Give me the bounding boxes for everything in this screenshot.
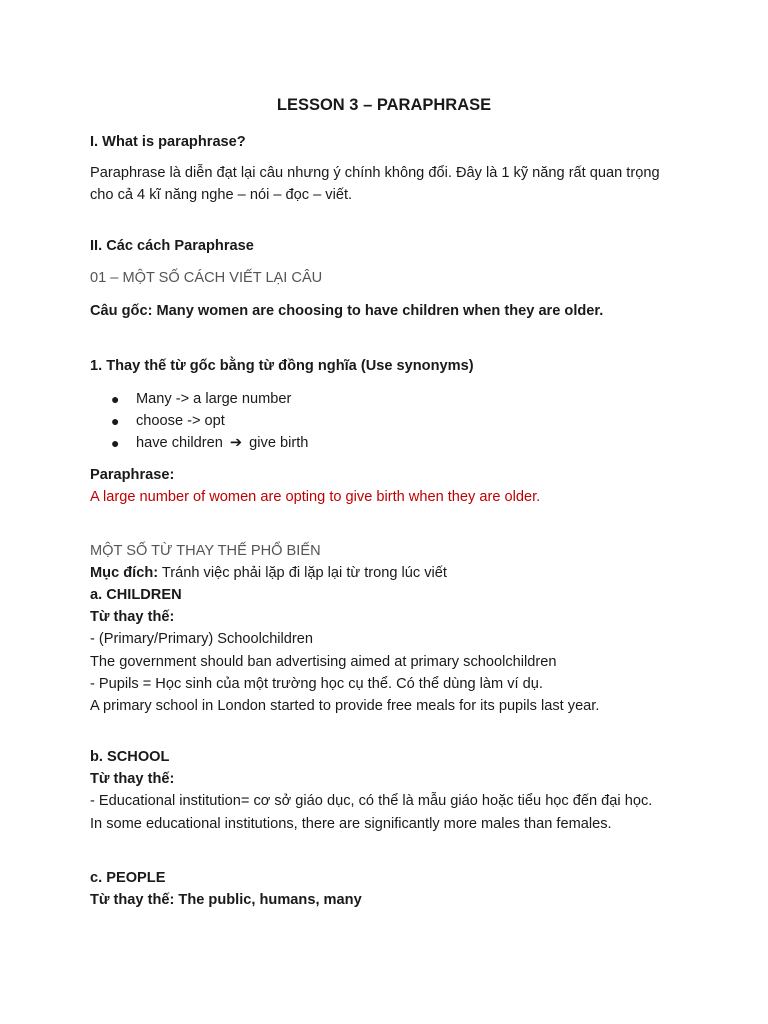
right-arrow-icon: ➔	[229, 435, 243, 451]
school-heading: b. SCHOOL	[90, 749, 170, 765]
bullet-icon: ●	[111, 413, 120, 429]
list-item	[90, 432, 308, 454]
school-line-2: In some educational institutions, there are significantly more males than females.	[90, 816, 612, 832]
list-item	[90, 410, 308, 432]
definition-paragraph-line-1: Paraphrase là diễn đạt lại câu nhưng ý chính không đổi. Đây là 1 kỹ năng rất quan trọng	[90, 165, 660, 181]
original-sentence: Many women are choosing to have children when they are older.	[156, 303, 604, 319]
list-item-text: Many -> a large number	[136, 391, 292, 407]
children-replacement-label: Từ thay thế:	[90, 609, 175, 625]
common-replacements-heading: MỘT SỐ TỪ THAY THẾ PHỔ BIẾN	[90, 543, 321, 559]
section-heading-what-is: I. What is paraphrase?	[90, 134, 246, 150]
synonym-list	[90, 388, 308, 454]
list-item-text-after: give birth	[249, 435, 309, 451]
bullet-icon: ●	[111, 435, 120, 451]
method-heading-synonyms: 1. Thay thế từ gốc bằng từ đồng nghĩa (Use synonyms)	[90, 358, 474, 374]
page-title: LESSON 3 – PARAPHRASE	[276, 96, 492, 114]
paraphrase-sentence: A large number of women are opting to give birth when they are older.	[90, 489, 541, 505]
original-label: Câu gốc:	[90, 303, 153, 319]
paraphrase-label: Paraphrase:	[90, 467, 175, 483]
children-line-4: A primary school in London started to provide free meals for its pupils last year.	[90, 698, 600, 714]
people-heading: c. PEOPLE	[90, 870, 166, 886]
definition-paragraph-line-2: cho cả 4 kĩ năng nghe – nói – đọc – viết.	[90, 187, 353, 203]
children-heading: a. CHILDREN	[90, 587, 182, 603]
children-line-2: The government should ban advertising aimed at primary schoolchildren	[90, 654, 557, 670]
school-line-1: - Educational institution= cơ sở giáo dục, có thể là mẫu giáo hoặc tiểu học đến đại học.	[90, 793, 653, 809]
people-replacement-text: The public, humans, many	[178, 892, 362, 908]
section-heading-methods: II. Các cách Paraphrase	[90, 238, 254, 254]
children-line-3: - Pupils = Học sinh của một trường học cụ thể. Có thể dùng làm ví dụ.	[90, 676, 543, 692]
list-item-text: choose -> opt	[136, 413, 225, 429]
school-replacement-label: Từ thay thế:	[90, 771, 175, 787]
subheading-rewrite-methods: 01 – MỘT SỐ CÁCH VIẾT LẠI CÂU	[90, 270, 323, 286]
bullet-icon: ●	[111, 391, 120, 407]
purpose-text: Tránh việc phải lặp đi lặp lại từ trong lúc viết	[161, 565, 447, 581]
list-item-text-before: have children	[136, 435, 223, 451]
people-replacement-label: Từ thay thế:	[90, 892, 175, 908]
purpose-label: Mục đích:	[90, 565, 159, 581]
list-item	[90, 388, 308, 410]
children-line-1: - (Primary/Primary) Schoolchildren	[90, 631, 314, 647]
people-replacement-line	[90, 889, 362, 911]
original-sentence-line	[90, 300, 603, 322]
purpose-line	[90, 562, 447, 584]
